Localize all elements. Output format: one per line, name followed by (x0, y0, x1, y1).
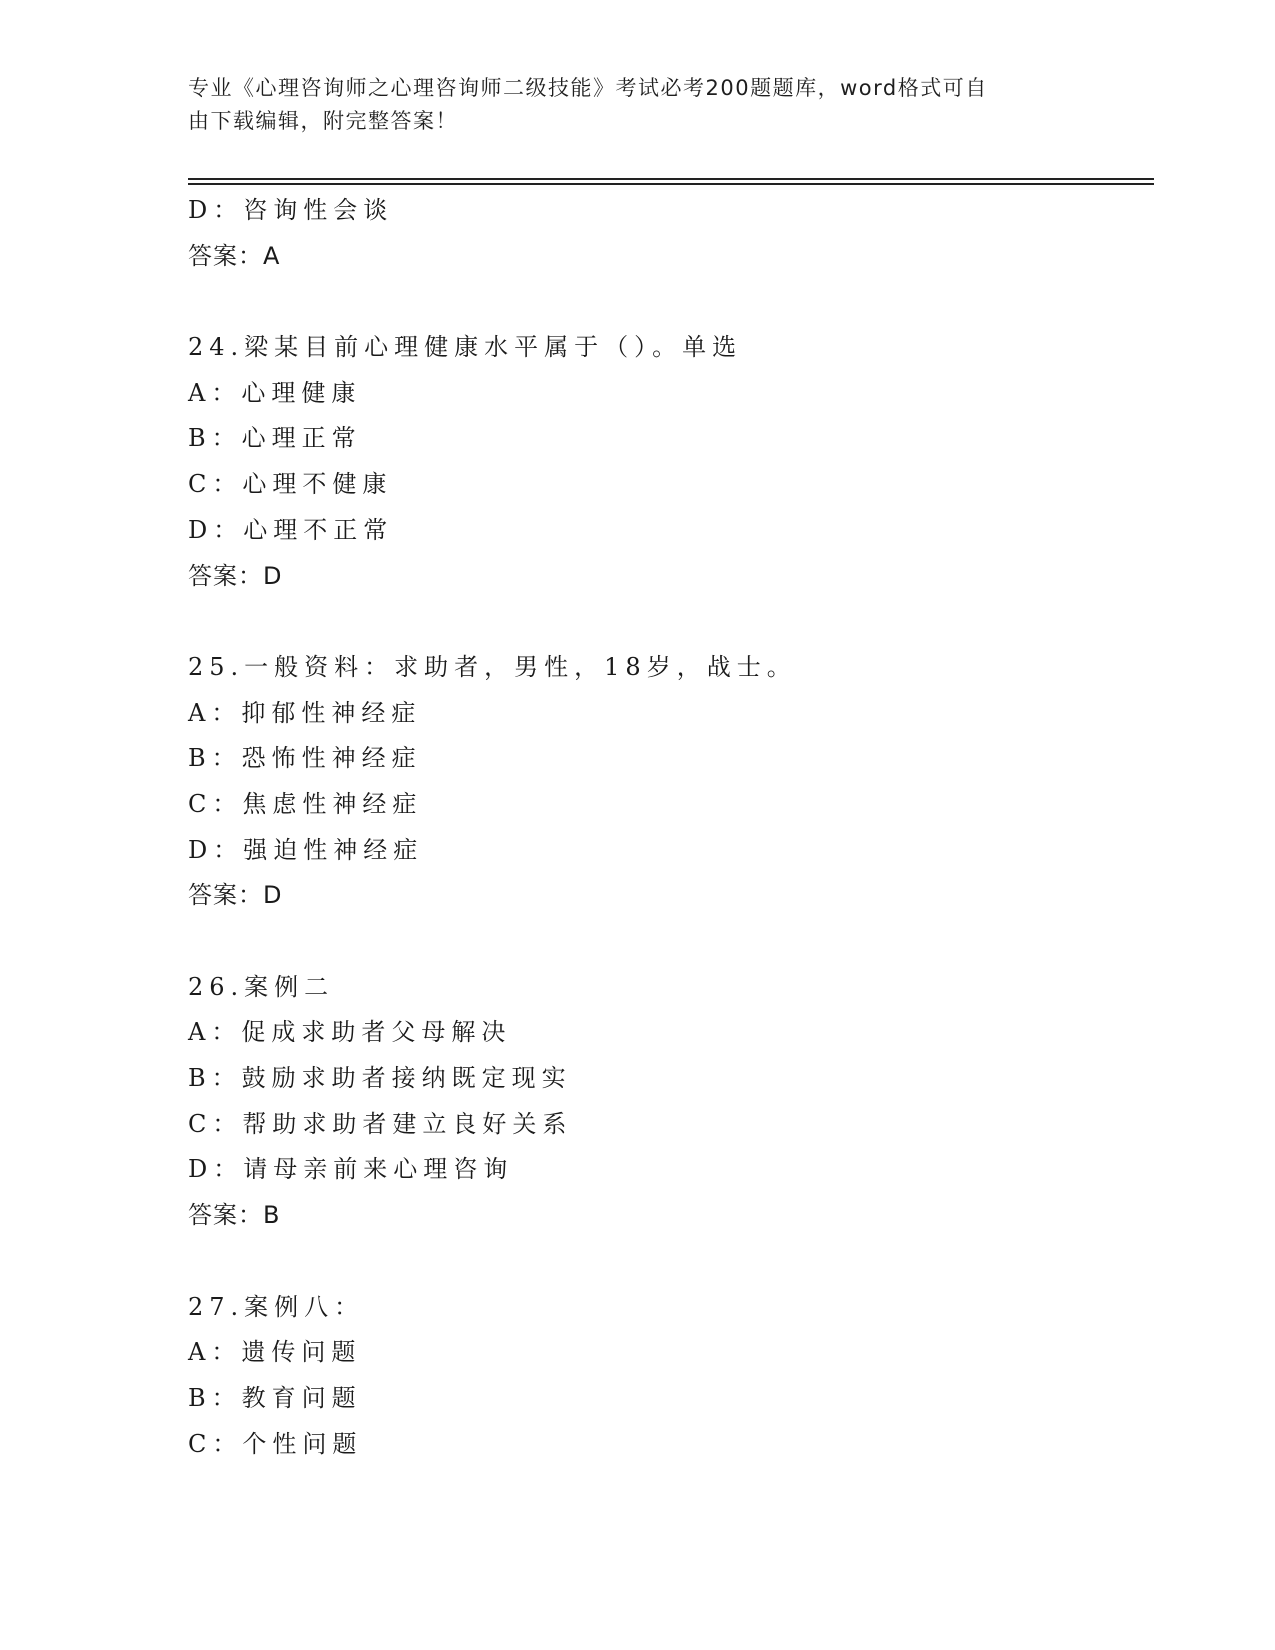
answer-line: 答案：A (188, 241, 281, 270)
option-c: C：帮助求助者建立良好关系 (188, 1109, 573, 1138)
header-line-2: 由下载编辑，附完整答案！ (188, 109, 458, 133)
option-a: A：心理健康 (188, 378, 362, 407)
question-block-24 (188, 325, 1148, 599)
option-b: B：心理正常 (188, 424, 362, 453)
spacer (188, 279, 1148, 325)
answer-line: 答案：D (188, 881, 283, 910)
option-d: D：心理不正常 (188, 515, 394, 544)
option-c: C：心理不健康 (188, 470, 393, 499)
header-divider-top (188, 178, 1154, 180)
option-c: C：焦虑性神经症 (188, 789, 423, 818)
question-text: 24.梁某目前心理健康水平属于（）。单选 (188, 333, 743, 362)
question-block-27 (188, 1285, 1148, 1468)
option-d: D：强迫性神经症 (188, 835, 424, 864)
answer-line: 答案：B (188, 1201, 281, 1230)
spacer (188, 599, 1148, 645)
document-header (188, 72, 1068, 138)
option-d: D：咨询性会谈 (188, 196, 394, 224)
option-c: C：个性问题 (188, 1429, 363, 1458)
header-line-1: 专业《心理咨询师之心理咨询师二级技能》考试必考200题题库，word格式可自 (188, 76, 988, 100)
option-b: B：鼓励求助者接纳既定现实 (188, 1064, 572, 1093)
question-block-23-tail (188, 188, 1148, 279)
question-text: 27.案例八： (188, 1292, 365, 1321)
header-divider-bottom (188, 183, 1154, 185)
option-b: B：教育问题 (188, 1383, 362, 1412)
option-a: A：抑郁性神经症 (188, 698, 422, 727)
question-text: 25.一般资料：求助者，男性，18岁，战士。 (188, 652, 797, 681)
question-block-25 (188, 645, 1148, 919)
spacer (188, 1239, 1148, 1285)
option-a: A：促成求助者父母解决 (188, 1018, 512, 1047)
question-text: 26.案例二 (188, 972, 335, 1001)
answer-line: 答案：D (188, 561, 283, 590)
option-b: B：恐怖性神经症 (188, 744, 422, 773)
option-d: D：请母亲前来心理咨询 (188, 1155, 514, 1184)
option-a: A：遗传问题 (188, 1338, 362, 1367)
question-block-26 (188, 965, 1148, 1239)
document-body (188, 188, 1148, 1467)
spacer (188, 919, 1148, 965)
